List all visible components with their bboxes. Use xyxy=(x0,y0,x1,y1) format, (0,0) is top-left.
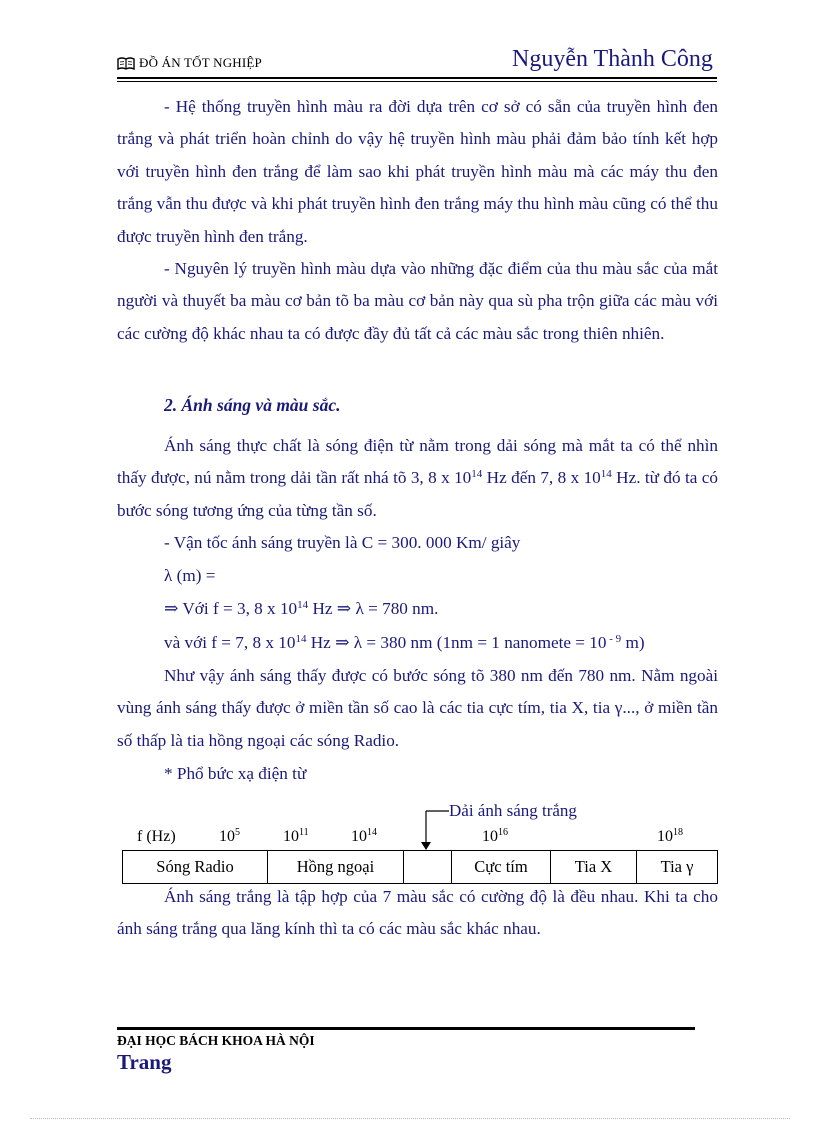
band-ultraviolet: Cực tím xyxy=(452,851,551,883)
paragraph-visible-range: Như vậy ánh sáng thấy được có bước sóng tõ 380 nm đến 780 nm. Nằm ngoài vùng ánh sáng thấy được ở miền tần số cao là các tia cực tím, tia X, tia γ..., ở miền tần số thấp là tia hồng ngoại các sóng Radio. xyxy=(117,666,718,750)
visible-band-arrow xyxy=(414,808,454,852)
tick-label: $10^{11}$ xyxy=(283,827,309,845)
section-heading: 2. Ánh sáng và màu sắc. xyxy=(164,395,341,415)
band-xray: Tia X xyxy=(551,851,637,883)
tick-label: $10^5$ xyxy=(219,827,240,845)
band-visible xyxy=(404,851,452,883)
tick-label: $10^{14}$ xyxy=(351,827,377,845)
header-rule xyxy=(117,77,717,79)
paragraph-color-principle: - Nguyên lý truyền hình màu dựa vào những đặc điểm của thu màu sắc của mắt người và thuyết ba màu cơ bản tõ ba màu cơ bản này qua sù pha trộn giữa các màu với các cường độ khác nhau ta có được đầy đủ tất cả các màu sắc trong thiên nhiên. xyxy=(117,259,718,343)
header-author: Nguyễn Thành Công xyxy=(512,46,713,72)
header-title xyxy=(117,55,262,71)
band-gamma: Tia γ xyxy=(660,857,694,876)
band-infrared: Hồng ngoại xyxy=(268,851,404,883)
footer-page-label: Trang xyxy=(117,1050,172,1074)
paragraph-color-tv-compat: - Hệ thống truyền hình màu ra đời dựa trên cơ sở có sẵn của truyền hình đen trắng và phát triển hoàn chỉnh do vậy hệ truyền hình màu phải đảm bảo tính kết hợp với truyền hình đen trắng để làm sao khi phát truyền hình màu mà các máy thu đen trắng vẫn thu được và khi phát truyền hình đen trắng máy thu hình màu cũng có thể thu được truyền hình đen trắng. xyxy=(117,97,718,246)
speed-of-light-line: - Vận tốc ánh sáng truyền là C = 300. 000 Km/ giây xyxy=(164,533,521,552)
band-radio: Sóng Radio xyxy=(123,851,268,883)
paragraph-white-light: Ánh sáng trắng là tập hợp của 7 màu sắc có cường độ là đều nhau. Khi ta cho ánh sáng trắng qua lăng kính thì ta có các màu sắc khác nhau. xyxy=(117,887,718,939)
footer-rule xyxy=(117,1027,695,1030)
tick-label: $10^{16}$ xyxy=(482,827,508,845)
visible-band-label: Dải ánh sáng trắng xyxy=(449,801,577,820)
wavelength-780-line: ⇒ Với f = 3, 8 x $10^{14}$ Hz ⇒ λ = 780 nm. xyxy=(164,599,439,618)
lambda-formula-line: λ (m) = xyxy=(164,566,216,585)
open-book-icon xyxy=(117,57,135,70)
paragraph-light-definition: Ánh sáng thực chất là sóng điện từ nằm trong dải sóng mà mắt ta có thể nhìn thấy được, nú nằm trong dải tần rất nhá tõ 3, 8 x $10^{14}$ Hz đến 7, 8 x $10^{14}$ Hz. từ đó ta có bước sóng tương ứng của từng tần số. xyxy=(117,436,718,520)
page-bottom-border xyxy=(30,1118,790,1119)
tick-label: $10^{18}$ xyxy=(657,827,683,845)
header-title-text: ĐỒ ÁN TỐT NGHIỆP xyxy=(139,55,262,70)
spectrum-bar xyxy=(122,850,718,884)
wavelength-380-line: và với f = 7, 8 x $10^{14}$ Hz ⇒ λ = 380 nm (1nm = 1 nanomete = 10 $^{- 9}$ m) xyxy=(164,633,645,652)
footer-university: ĐẠI HỌC BÁCH KHOA HÀ NỘI xyxy=(117,1033,315,1048)
frequency-axis-label: f (Hz) xyxy=(137,828,176,845)
spectrum-title: * Phổ bức xạ điện từ xyxy=(164,764,307,783)
header-rule-thin xyxy=(117,81,717,82)
